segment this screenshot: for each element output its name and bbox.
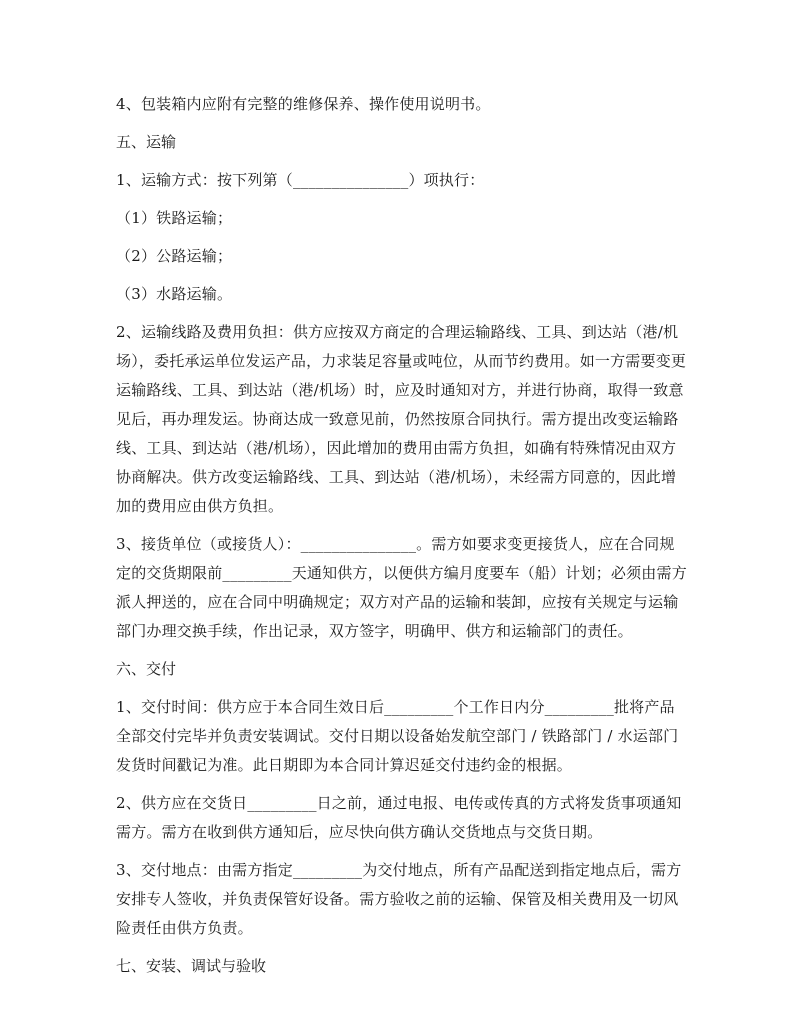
list-item-road: （2）公路运输；	[116, 247, 233, 265]
section-heading-installation: 七、安装、调试与验收	[116, 957, 267, 975]
paragraph-delivery-time: 1、交付时间：供方应于本合同生效日后_________个工作日内分_________批将产品全部交付完毕并负责安装调试。交付日期以设备始发航空部门 / 铁路部门 / 水运部门发货时间戳记为准。此日期即为本合同计算迟延交付违约金的根据。	[116, 698, 679, 774]
paragraph-route-cost: 2、运输线路及费用负担：供方应按双方商定的合理运输路线、工具、到达站（港/机场），委托承运单位发运产品，力求装足容量或吨位，从而节约费用。如一方需要变更运输路线、工具、到达站（港/机场）时，应及时通知对方，并进行协商，取得一致意见后，再办理发运。协商达成一致意见前，仍然按原合同执行。需方提出改变运输路线、工具、到达站（港/机场），因此增加的费用由需方负担，如确有特殊情况由双方协商解决。供方改变运输路线、工具、到达站（港/机场），未经需方同意的，因此增加的费用应由供方负担。	[116, 323, 687, 515]
paragraph-delivery-place: 3、交付地点：由需方指定_________为交付地点，所有产品配送到指定地点后，需方安排专人签收，并负责保管好设备。需方验收之前的运输、保管及相关费用及一切风险责任由供方负责。	[116, 861, 682, 937]
section-heading-transport: 五、运输	[116, 133, 177, 151]
list-item-rail: （1）铁路运输；	[116, 209, 233, 227]
paragraph-consignee: 3、接货单位（或接货人）：_______________。需方如要求变更接货人，应在合同规定的交货期限前_________天通知供方，以便供方编月度要车（船）计划；必须由需方派人押送的，应在合同中明确规定；双方对产品的运输和装卸，应按有关规定与运输部门办理交换手续，作出记录，双方签字，明确甲、供方和运输部门的责任。	[116, 535, 687, 640]
list-item-water: （3）水路运输。	[116, 285, 233, 303]
section-heading-delivery: 六、交付	[116, 660, 177, 678]
paragraph-transport-method: 1、运输方式：按下列第（_______________）项执行：	[116, 171, 485, 189]
paragraph-packing-manual: 4、包装箱内应附有完整的维修保养、操作使用说明书。	[116, 95, 491, 113]
paragraph-delivery-notice: 2、供方应在交货日_________日之前，通过电报、电传或传真的方式将发货事项通知需方。需方在收到供方通知后，应尽快向供方确认交货地点与交货日期。	[116, 794, 682, 841]
